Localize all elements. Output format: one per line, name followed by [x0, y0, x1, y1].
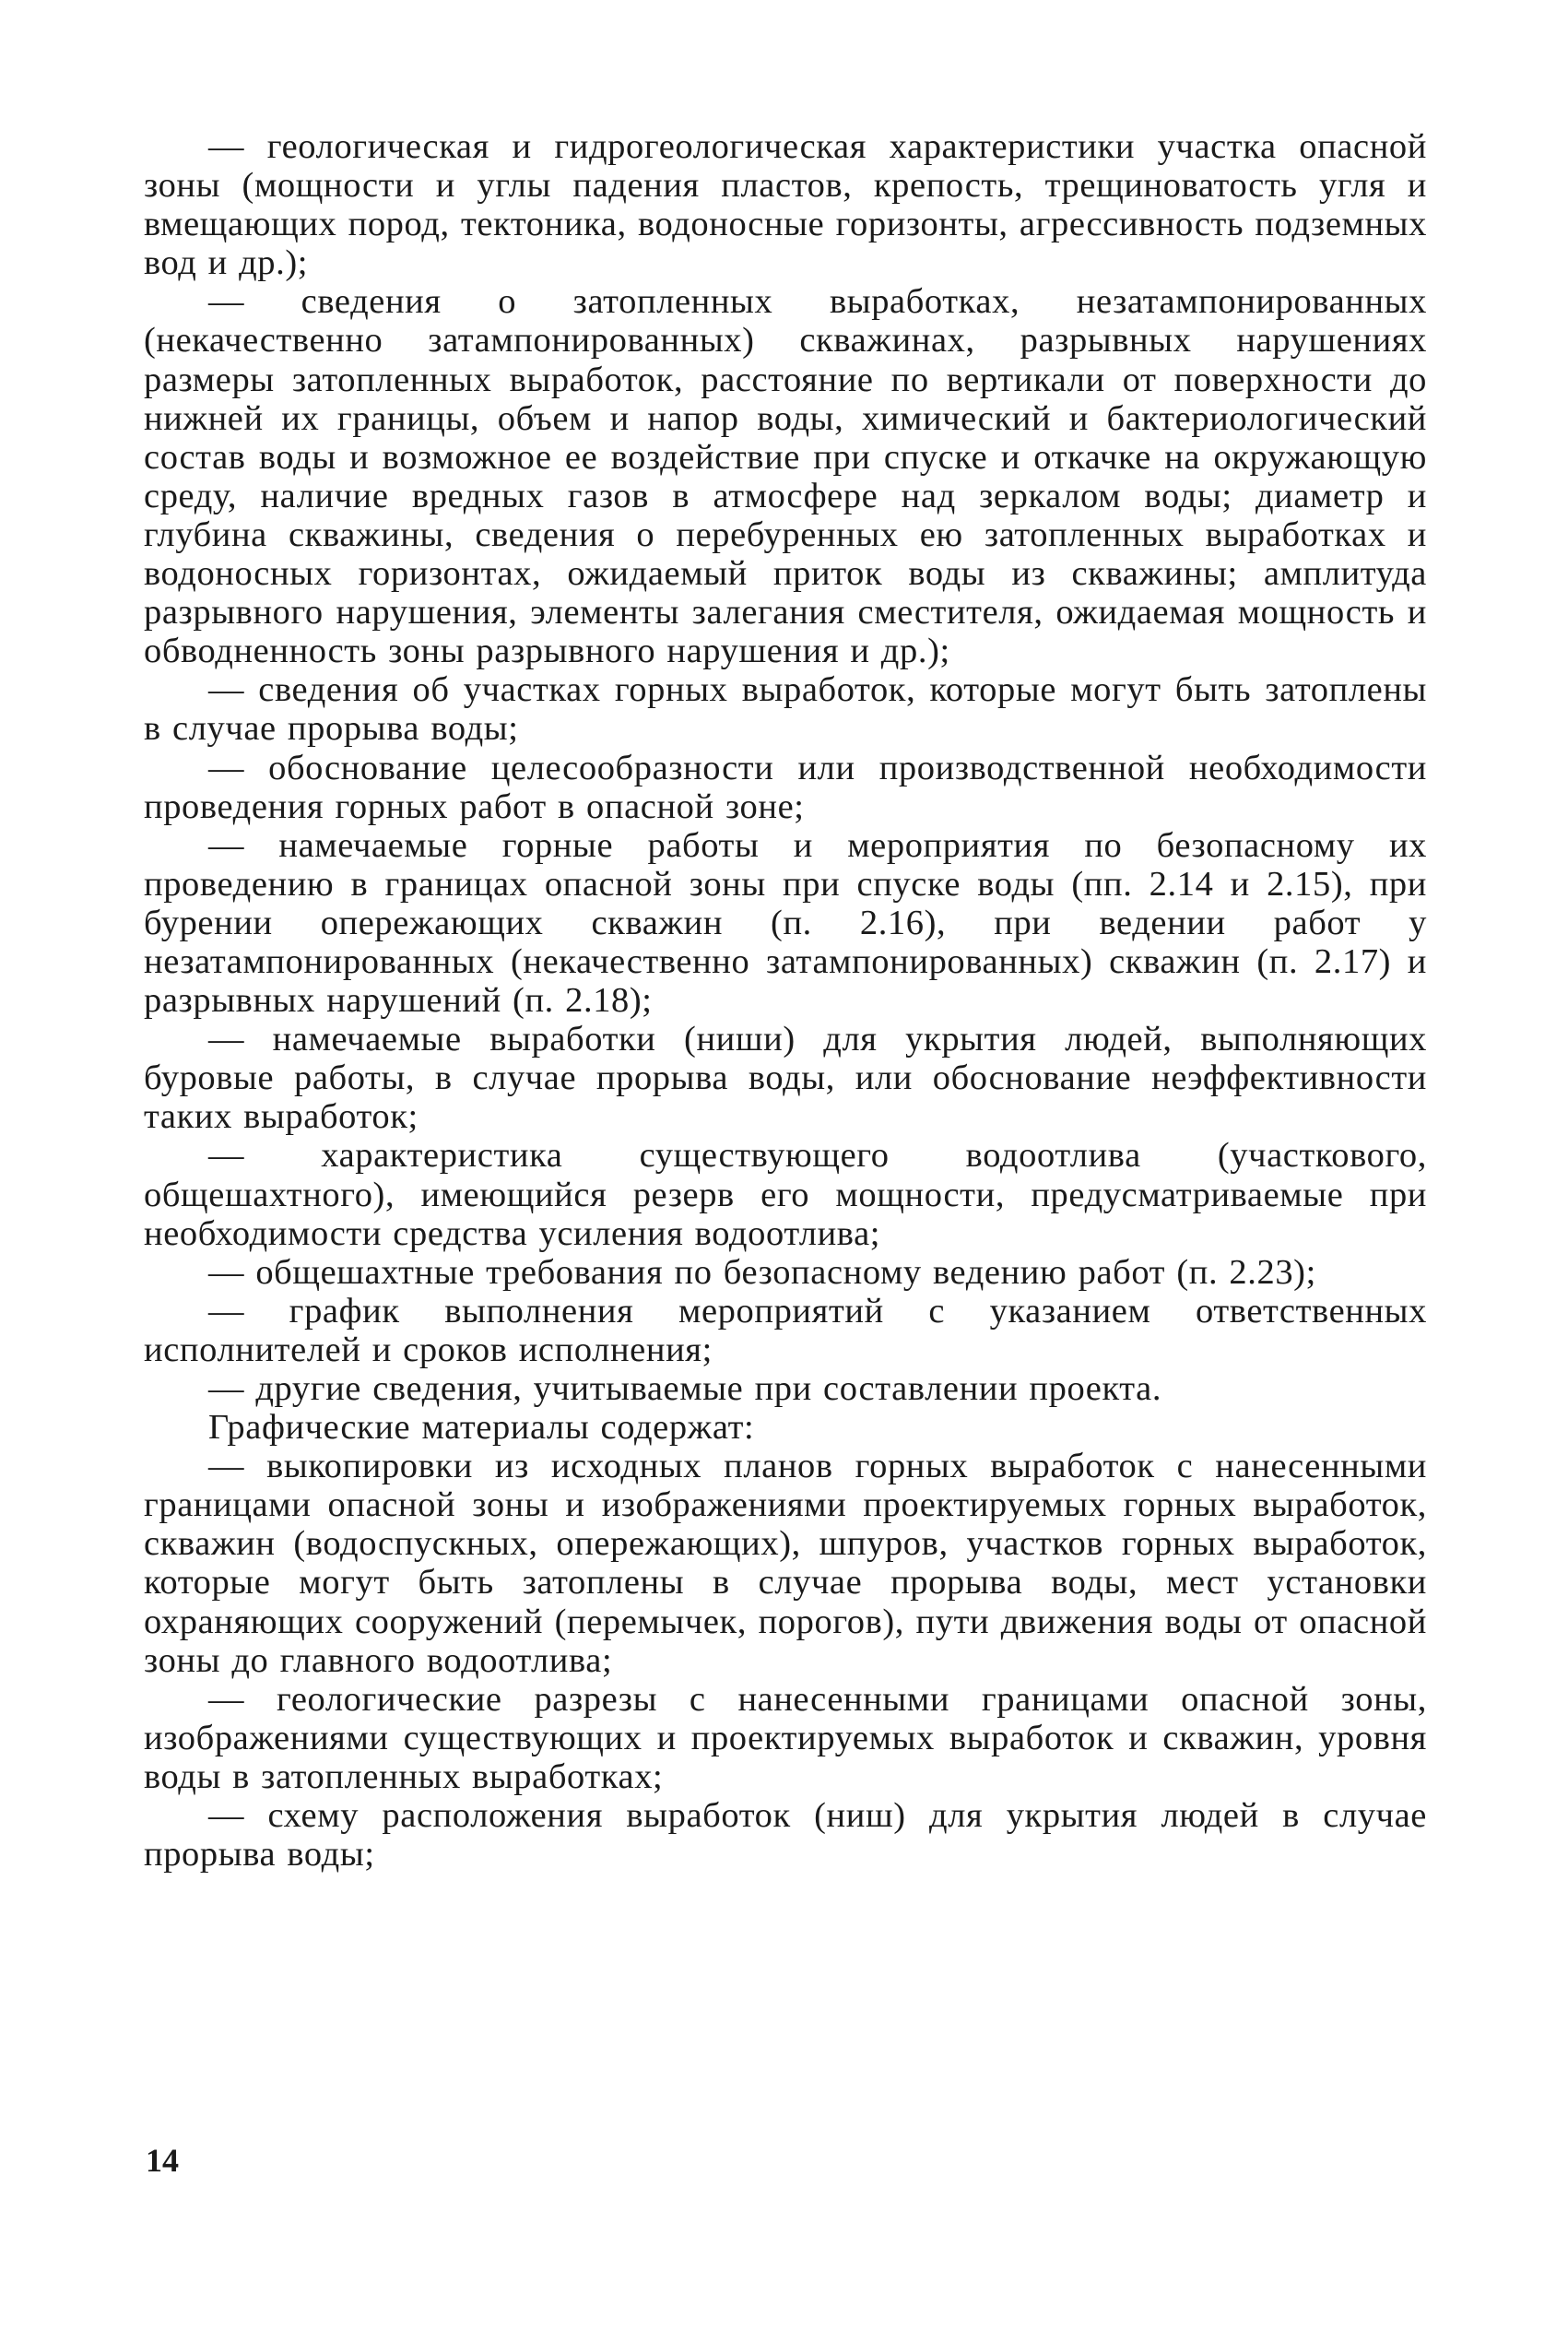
- paragraph-flood-areas: — сведения об участках горных выработок, которые могут быть затоплены в случае прорыва воды;: [144, 670, 1427, 749]
- paragraph-mine-requirements: — общешахтные требования по безопасному ведению работ (п. 2.23);: [208, 1252, 1316, 1292]
- paragraph-graphic-materials: Графические материалы содержат:: [208, 1408, 755, 1448]
- body-text: [144, 127, 1427, 1874]
- paragraph-geological-sections: — геологические разрезы с нанесенными границами опасной зоны, изображениями существующих и проектируемых выработок и скважин, уровня воды в затопленных выработках;: [144, 1679, 1427, 1796]
- paragraph-planned-works: — намечаемые горные работы и мероприятия по безопасному их проведению в границах опасной зоны при спуске воды (пп. 2.14 и 2.15), при бурении опережающих скважин (п. 2.16), при ведении работ у незатампонированных (некачественно затампонированных) скважин (п. 2.17) и разрывных нарушений (п. 2.18);: [144, 825, 1427, 1021]
- paragraph-shelters: — намечаемые выработки (ниши) для укрытия людей, выполняющих буровые работы, в случае прорыва воды, или обоснование неэффективности таких выработок;: [144, 1020, 1427, 1137]
- paragraph-plan-copies: — выкопировки из исходных планов горных выработок с нанесенными границами опасной зоны и изображениями проектируемых горных выработок, скважин (водоспускных, опережающих), шпуров, участков горных выработок, которые могут быть затоплены в случае прорыва воды, мест установки охраняющих сооружений (перемычек, порогов), пути движения воды от опасной зоны до главного водоотлива;: [144, 1447, 1427, 1680]
- paragraph-flooded-workings: — сведения о затопленных выработках, незатампонированных (некачественно затампонированных) скважинах, разрывных нарушениях размеры затопленных выработок, расстояние по вертикали от поверхности до нижней их границы, объем и напор воды, химический и бактериологический состав воды и возможное ее воздействие при спуске и откачке на окружающую среду, наличие вредных газов в атмосфере над зеркалом воды; диаметр и глубина скважины, сведения о перебуренных ею затопленных выработках и водоносных горизонтах, ожидаемый приток воды из скважины; амплитуда разрывного нарушения, элементы залегания сместителя, ожидаемая мощность и обводненность зоны разрывного нарушения и др.);: [144, 282, 1427, 671]
- paragraph-other-info: — другие сведения, учитываемые при составлении проекта.: [208, 1369, 1162, 1408]
- page-number: 14: [146, 2142, 179, 2179]
- paragraph-shelter-scheme: — схему расположения выработок (ниш) для укрытия людей в случае прорыва воды;: [144, 1796, 1427, 1875]
- paragraph-geology: — геологическая и гидрогеологическая характеристики участка опасной зоны (мощности и углы падения пластов, крепость, трещиноватость угля и вмещающих пород, тектоника, водоносные горизонты, агрессивность подземных вод и др.);: [144, 127, 1427, 283]
- paragraph-schedule: — график выполнения мероприятий с указанием ответственных исполнителей и сроков исполнения;: [144, 1291, 1427, 1369]
- paragraph-drainage: — характеристика существующего водоотлива (участкового, общешахтного), имеющийся резерв его мощности, предусматриваемые при необходимости средства усиления водоотлива;: [144, 1136, 1427, 1253]
- paragraph-justification: — обоснование целесообразности или производственной необходимости проведения горных работ в опасной зоне;: [144, 748, 1427, 826]
